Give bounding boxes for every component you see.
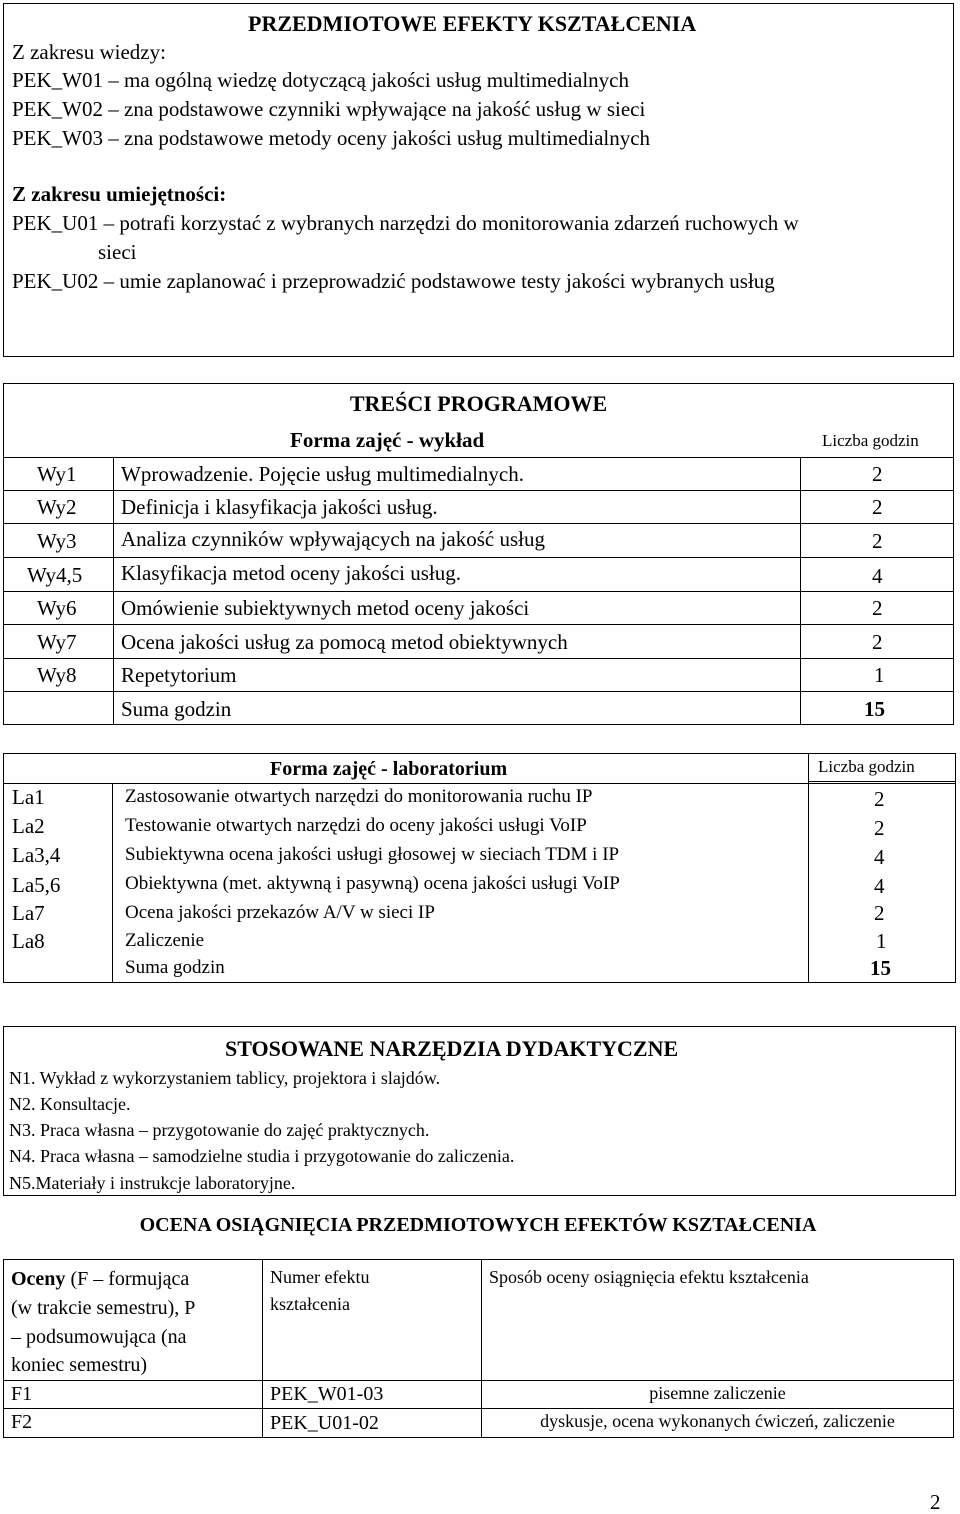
lecture-topic: Klasyfikacja metod oceny jakości usług.: [121, 561, 461, 585]
assessment-header-method: Sposób oceny osiągnięcia efektu kształcenia: [489, 1267, 809, 1287]
program-content-title: TREŚCI PROGRAMOWE: [349, 391, 608, 416]
tool-item: N5.Materiały i instrukcje laboratoryjne.: [9, 1173, 296, 1193]
lecture-hours-header: Liczba godzin: [822, 431, 919, 450]
grades-label: Oceny: [11, 1268, 66, 1290]
assessment-grade: F2: [11, 1411, 33, 1433]
assessment-method: pisemne zaliczenie: [649, 1383, 786, 1403]
skills-effect-u01: PEK_U01 – potrafi korzystać z wybranych narzędzi do monitorowania zdarzeń ruchowych w: [12, 211, 799, 235]
grades-label-rest: (F – formująca: [65, 1268, 190, 1290]
lecture-code: Wy4,5: [27, 563, 83, 587]
lecture-code: Wy6: [37, 596, 77, 620]
lecture-code: Wy8: [37, 663, 77, 687]
lab-sum-value: 15: [870, 956, 891, 980]
lecture-topic: Definicja i klasyfikacja jakości usług.: [121, 495, 438, 519]
tools-title: STOSOWANE NARZĘDZIA DYDAKTYCZNE: [225, 1036, 679, 1061]
lab-code: La3,4: [12, 843, 61, 867]
assessment-header-effect: Numer efektu: [270, 1267, 370, 1287]
lab-code: La5,6: [12, 873, 61, 897]
lab-hours-header: Liczba godzin: [818, 757, 915, 776]
lecture-topic: Omówienie subiektywnych metod oceny jakości: [121, 596, 530, 620]
tool-item: N1. Wykład z wykorzystaniem tablicy, projektora i slajdów.: [9, 1068, 441, 1088]
assessment-grade: F1: [11, 1383, 33, 1405]
lecture-topic: Wprowadzenie. Pojęcie usług multimedialnych.: [121, 462, 524, 486]
lecture-hours: 2: [872, 495, 883, 519]
lab-code: La2: [12, 814, 45, 838]
lecture-topic: Ocena jakości usług za pomocą metod obiektywnych: [121, 630, 568, 654]
lab-hours: 2: [874, 901, 885, 925]
knowledge-effect-w02: PEK_W02 – zna podstawowe czynniki wpływające na jakość usług w sieci: [12, 97, 646, 121]
lecture-hours: 2: [872, 630, 883, 654]
lecture-sum-label: Suma godzin: [121, 697, 232, 721]
lab-topic: Obiektywna (met. aktywną i pasywną) ocena jakości usługi VoIP: [125, 873, 620, 894]
lecture-sum-value: 15: [864, 697, 885, 721]
page-number: 2: [930, 1490, 941, 1514]
assessment-header-grades-line: koniec semestru): [11, 1354, 148, 1376]
lab-topic: Zastosowanie otwartych narzędzi do monitorowania ruchu IP: [125, 786, 593, 807]
lecture-hours: 2: [872, 462, 883, 486]
lecture-code: Wy2: [37, 495, 77, 519]
lab-hours: 1: [876, 929, 887, 953]
lecture-code: Wy1: [37, 462, 77, 486]
knowledge-heading: Z zakresu wiedzy:: [12, 40, 166, 64]
tool-item: N4. Praca własna – samodzielne studia i przygotowanie do zaliczenia.: [9, 1146, 515, 1166]
lecture-topic: Analiza czynników wpływających na jakość usług: [121, 527, 545, 551]
lecture-topic: Repetytorium: [121, 663, 237, 687]
lab-form-header: Forma zajęć - laboratorium: [270, 758, 508, 780]
lab-topic: Subiektywna ocena jakości usługi głosowej w sieciach TDM i IP: [125, 844, 620, 865]
lab-sum-label: Suma godzin: [125, 957, 225, 978]
tool-item: N2. Konsultacje.: [9, 1094, 131, 1114]
lab-hours: 4: [874, 874, 885, 898]
assessment-header-effect: kształcenia: [270, 1294, 350, 1314]
lab-topic: Zaliczenie: [125, 930, 205, 951]
assessment-effect: PEK_W01-03: [270, 1383, 384, 1405]
lab-topic: Ocena jakości przekazów A/V w sieci IP: [125, 902, 435, 923]
assessment-effect: PEK_U01-02: [270, 1412, 379, 1434]
lab-hours: 2: [874, 816, 885, 840]
assessment-header-grades-line: (w trakcie semestru), P: [11, 1297, 196, 1319]
lecture-hours: 4: [872, 564, 883, 588]
lecture-code: Wy7: [37, 630, 77, 654]
assessment-title: OCENA OSIĄGNIĘCIA PRZEDMIOTOWYCH EFEKTÓW KSZTAŁCENIA: [139, 1214, 817, 1236]
lecture-code: Wy3: [37, 529, 77, 553]
skills-effect-u02: PEK_U02 – umie zaplanować i przeprowadzić podstawowe testy jakości wybranych usług: [12, 269, 775, 293]
lecture-hours: 1: [874, 663, 885, 687]
lecture-form-header: Forma zajęć - wykład: [290, 428, 485, 452]
lecture-hours: 2: [872, 529, 883, 553]
skills-heading: Z zakresu umiejętności:: [12, 182, 227, 206]
lab-code: La7: [12, 901, 45, 925]
lab-code: La1: [12, 785, 45, 809]
effects-title: PRZEDMIOTOWE EFEKTY KSZTAŁCENIA: [248, 11, 697, 36]
lab-topic: Testowanie otwartych narzędzi do oceny jakości usługi VoIP: [125, 815, 587, 836]
knowledge-effect-w01: PEK_W01 – ma ogólną wiedzę dotyczącą jakości usług multimedialnych: [12, 68, 629, 92]
knowledge-effect-w03: PEK_W03 – zna podstawowe metody oceny jakości usług multimedialnych: [12, 126, 651, 150]
skills-effect-u01-cont: sieci: [98, 240, 137, 264]
lab-hours: 4: [874, 845, 885, 869]
lab-hours: 2: [874, 787, 885, 811]
lecture-hours: 2: [872, 596, 883, 620]
assessment-header-grades: [11, 1269, 189, 1289]
assessment-method: dyskusje, ocena wykonanych ćwiczeń, zaliczenie: [540, 1411, 895, 1431]
tool-item: N3. Praca własna – przygotowanie do zajęć praktycznych.: [9, 1120, 430, 1140]
lab-code: La8: [12, 929, 45, 953]
assessment-header-grades-line: – podsumowująca (na: [11, 1326, 187, 1348]
